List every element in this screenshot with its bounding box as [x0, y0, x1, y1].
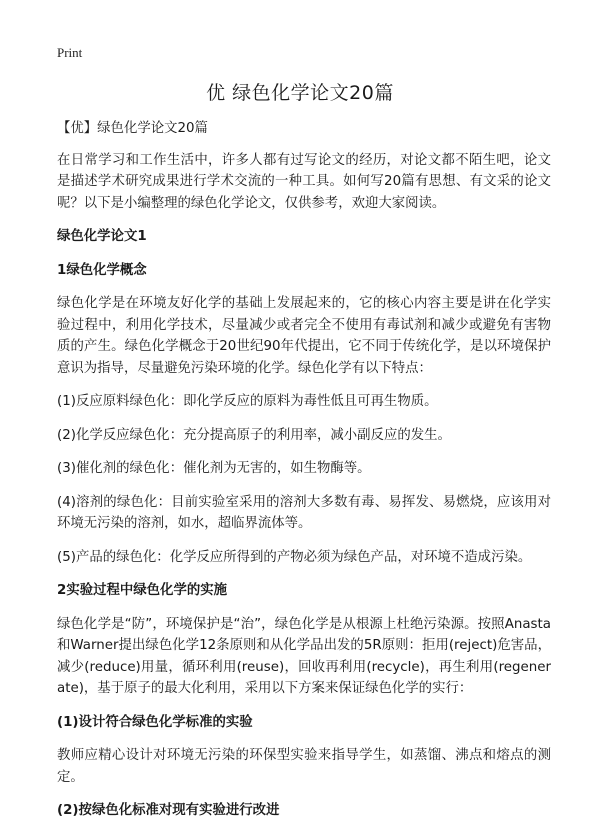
intro-paragraph: 在日常学习和工作生活中，许多人都有过写论文的经历，对论文都不陌生吧，论文是描述学术研究成果进行学术交流的一种工具。如何写20篇有思想、有文采的论文呢？以下是小编整理的绿色化学论文，仅供参考，欢迎大家阅读。: [57, 152, 551, 211]
feature-item-4: (4)溶剂的绿色化：目前实验室采用的溶剂大多数有毒、易挥发、易燃烧，应该用对环境无污染的溶剂，如水，超临界流体等。: [57, 494, 551, 531]
section-heading-essay-1: 绿色化学论文1: [57, 229, 147, 244]
implementation-paragraph: 绿色化学是“防”，环境保护是“治”，绿色化学是从根源上杜绝污染源。按照Anasta和Warner提出绿色化学12条原则和从化学品出发的5R原则：拒用(reject)危害品，减少(reduce)用量，循环利用(reuse)，回收再利用(recycle)，再生利用(regenerate)，基于原子的最大化利用，采用以下方案来保证绿色化学的实行：: [57, 616, 551, 696]
design-paragraph: 教师应精心设计对环境无污染的环保型实验来指导学生，如蒸馏、沸点和熔点的测定。: [57, 748, 551, 785]
subheading-green-chemistry-concept: 1绿色化学概念: [57, 262, 147, 278]
feature-item-1: (1)反应原料绿色化：即化学反应的原料为毒性低且可再生物质。: [57, 394, 438, 409]
feature-item-2: (2)化学反应绿色化：充分提高原子的利用率，减小副反应的发生。: [57, 427, 451, 443]
feature-item-5: (5)产品的绿色化：化学反应所得到的产物必须为绿色产品，对环境不造成污染。: [57, 549, 532, 565]
feature-item-3: (3)催化剂的绿色化：催化剂为无害的，如生物酶等。: [57, 461, 371, 476]
page-title: 优 绿色化学论文20篇: [206, 82, 394, 104]
subtitle-line: 【优】绿色化学论文20篇: [57, 121, 208, 136]
print-link[interactable]: Print: [57, 45, 83, 60]
subheading-design-experiments: (1)设计符合绿色化学标准的实验: [57, 714, 253, 730]
subheading-improve-experiments: (2)按绿色化标准对现有实验进行改进: [57, 803, 280, 818]
document-body: [57, 118, 551, 834]
concept-paragraph: 绿色化学是在环境友好化学的基础上发展起来的，它的核心内容主要是讲在化学实验过程中，利用化学技术，尽量减少或者完全不使用有毒试剂和减少或避免有害物质的产生。绿色化学概念于20世纪90年代提出，它不同于传统化学，是以环境保护意识为指导，尽量避免污染环境的化学。绿色化学有以下特点：: [57, 296, 551, 376]
subheading-implementation: 2实验过程中绿色化学的实施: [57, 583, 228, 598]
